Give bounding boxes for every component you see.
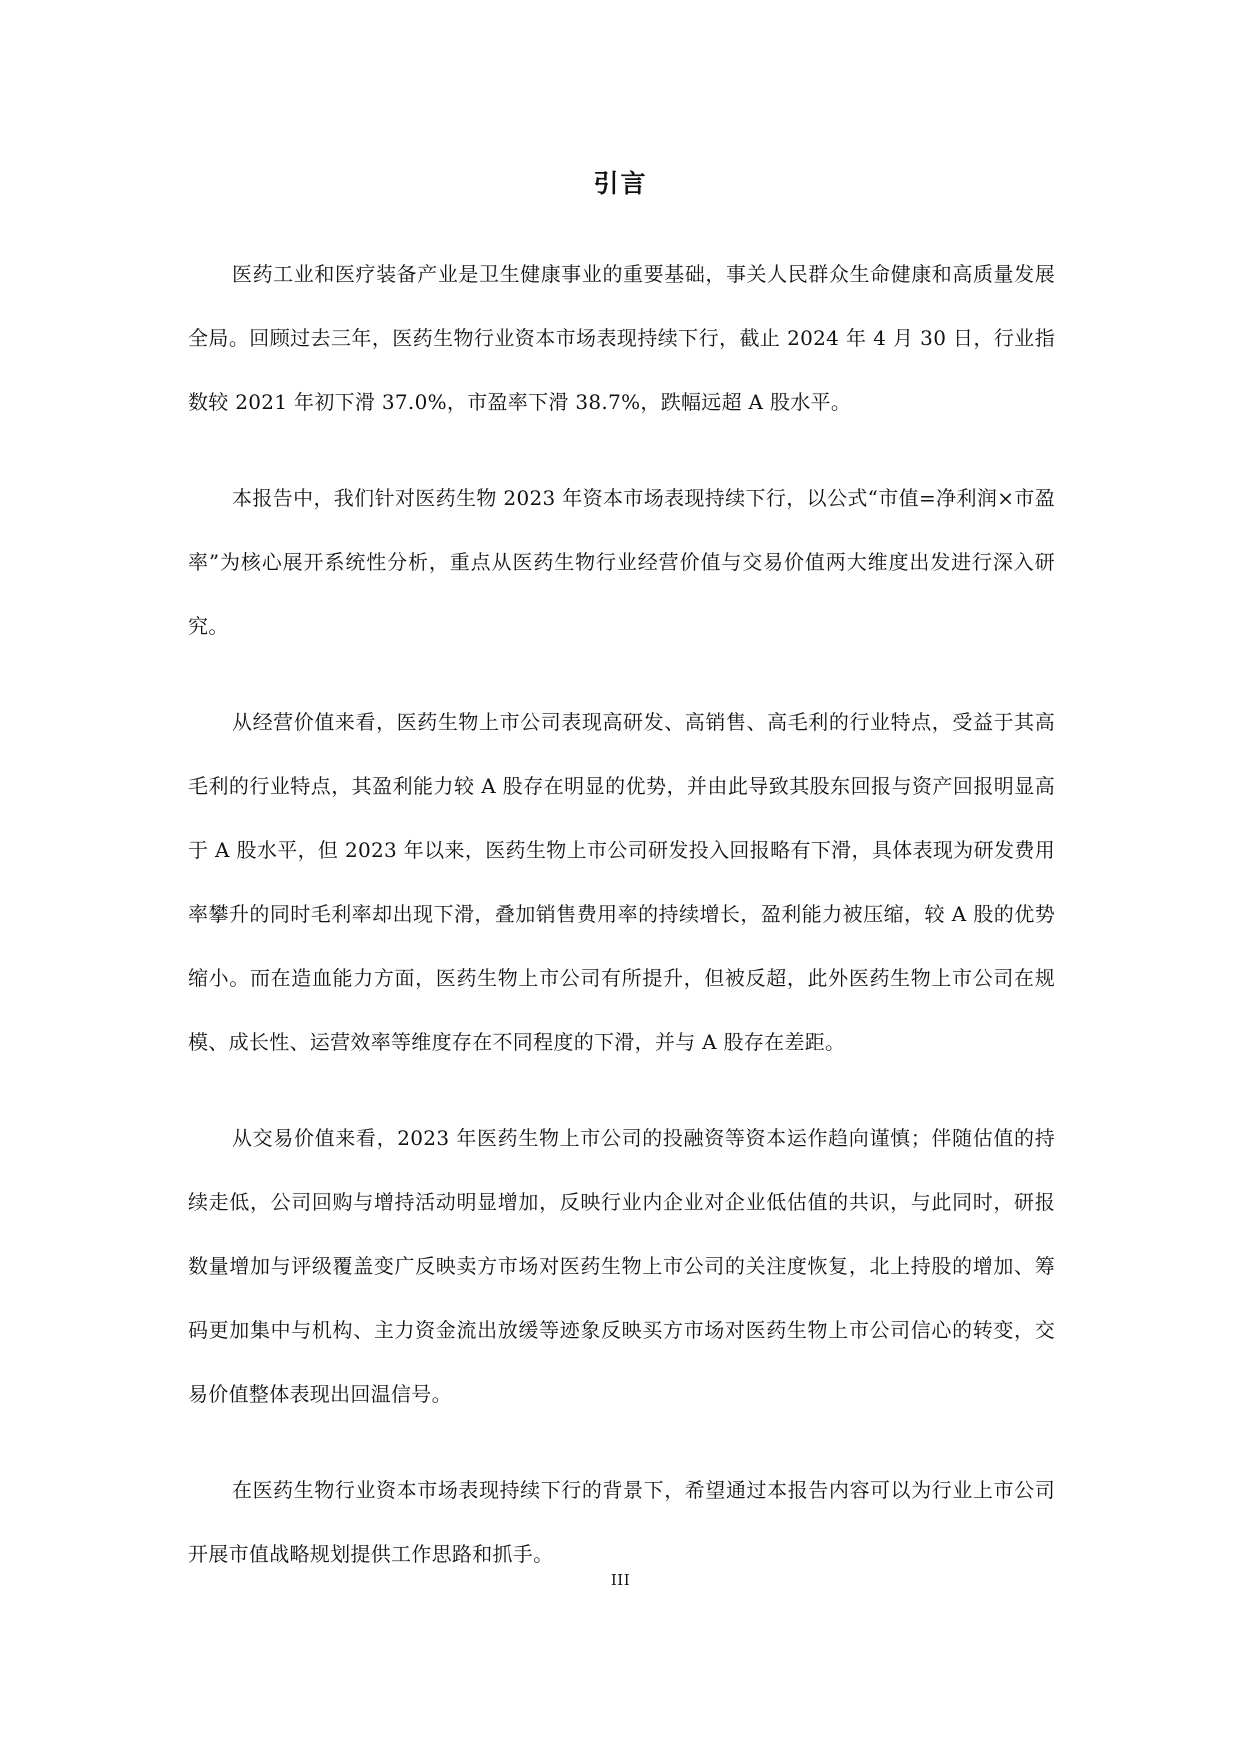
paragraph-industry-overview: 医药工业和医疗装备产业是卫生健康事业的重要基础，事关人民群众生命健康和高质量发展全局。回顾过去三年，医药生物行业资本市场表现持续下行，截止 2024 年 4 月 30 日，行业指数较 2021 年初下滑 37.0%，市盈率下滑 38.7%，跌幅远超 A 股水平。 [188,262,1055,414]
paragraph-trading-value: 从交易价值来看，2023 年医药生物上市公司的投融资等资本运作趋向谨慎；伴随估值的持续走低，公司回购与增持活动明显增加，反映行业内企业对企业低估值的共识，与此同时，研报数量增加与评级覆盖变广反映卖方市场对医药生物上市公司的关注度恢复，北上持股的增加、筹码更加集中与机构、主力资金流出放缓等迹象反映买方市场对医药生物上市公司信心的转变，交易价值整体表现出回温信号。 [188,1126,1055,1406]
paragraph-report-approach: 本报告中，我们针对医药生物 2023 年资本市场表现持续下行，以公式“市值=净利润×市盈率”为核心展开系统性分析，重点从医药生物行业经营价值与交易价值两大维度出发进行深入研究。 [188,486,1055,638]
body-text [188,242,1055,1586]
page-number: III [610,1571,631,1589]
paragraph-operating-value: 从经营价值来看，医药生物上市公司表现高研发、高销售、高毛利的行业特点，受益于其高毛利的行业特点，其盈利能力较 A 股存在明显的优势，并由此导致其股东回报与资产回报明显高于 A 股水平，但 2023 年以来，医药生物上市公司研发投入回报略有下滑，具体表现为研发费用率攀升的同时毛利率却出现下滑，叠加销售费用率的持续增长，盈利能力被压缩，较 A 股的优势缩小。而在造血能力方面，医药生物上市公司有所提升，但被反超，此外医药生物上市公司在规模、成长性、运营效率等维度存在不同程度的下滑，并与 A 股存在差距。 [188,710,1055,1054]
section-title: 引言 [593,169,648,198]
paragraph-conclusion: 在医药生物行业资本市场表现持续下行的背景下，希望通过本报告内容可以为行业上市公司开展市值战略规划提供工作思路和抓手。 [188,1478,1055,1566]
